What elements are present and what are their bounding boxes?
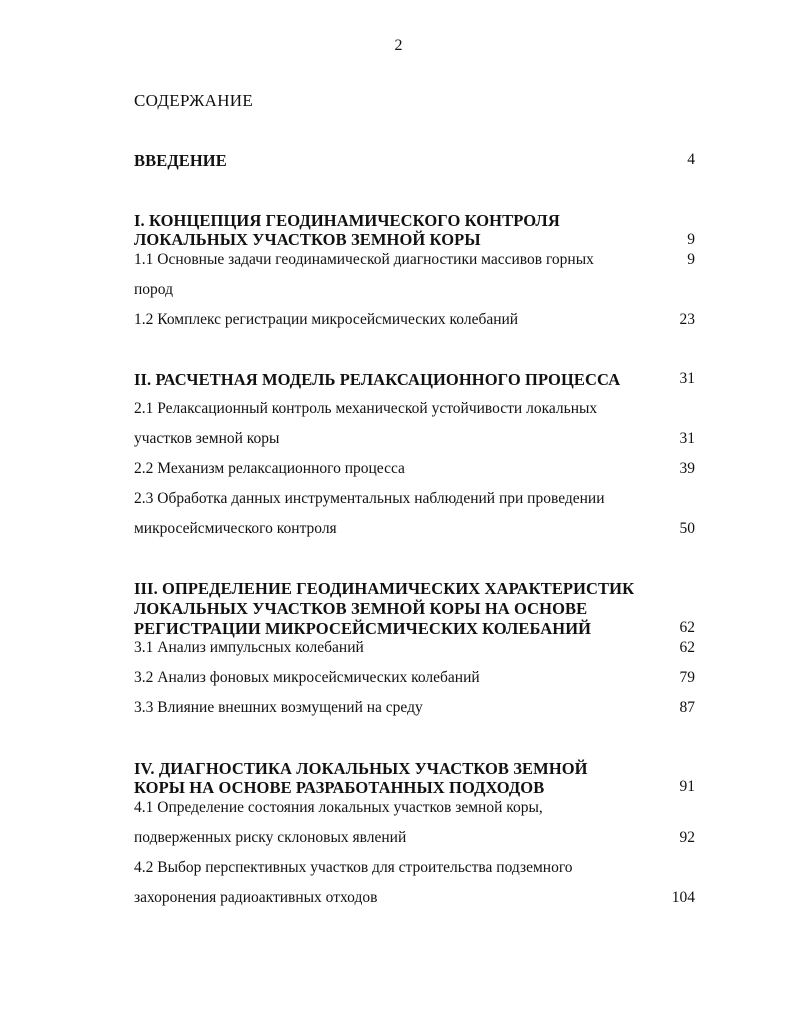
toc-ch1-page: 9 — [687, 231, 695, 248]
toc-ch2-s2-line1: 2.2 Механизм релаксационного процесса — [134, 460, 405, 477]
page-number: 2 — [394, 37, 403, 54]
toc-ch3-page: 62 — [679, 619, 695, 636]
toc-ch4-title-line1: IV. ДИАГНОСТИКА ЛОКАЛЬНЫХ УЧАСТКОВ ЗЕМНОЙ — [134, 759, 588, 778]
toc-ch1-s2-line1: 1.2 Комплекс регистрации микросейсмических колебаний — [134, 311, 519, 328]
toc-ch2-s3-page: 50 — [679, 520, 695, 537]
toc-ch4-s2-page: 104 — [671, 889, 695, 906]
toc-ch1-s1-line2: пород — [134, 281, 173, 298]
toc-ch3-s3-page: 87 — [679, 699, 695, 716]
toc-ch3-s3-line1: 3.3 Влияние внешних возмущений на среду — [134, 699, 423, 716]
toc-intro-page: 4 — [687, 151, 695, 168]
toc-ch2-s3-line2: микросейсмического контроля — [134, 520, 337, 537]
toc-ch3-s2-line1: 3.2 Анализ фоновых микросейсмических колебаний — [134, 669, 480, 686]
toc-heading: СОДЕРЖАНИЕ — [134, 91, 254, 110]
toc-ch1-s2-page: 23 — [679, 311, 695, 328]
toc-ch1-title-line2: ЛОКАЛЬНЫХ УЧАСТКОВ ЗЕМНОЙ КОРЫ — [134, 230, 481, 249]
toc-ch2-s1-page: 31 — [679, 430, 695, 447]
toc-ch2-s2-page: 39 — [679, 460, 695, 477]
toc-ch2-s1-line1: 2.1 Релаксационный контроль механической устойчивости локальных — [134, 400, 598, 417]
toc-ch4-s1-page: 92 — [679, 829, 695, 846]
toc-ch4-page: 91 — [679, 778, 695, 795]
toc-ch4-title-line2: КОРЫ НА ОСНОВЕ РАЗРАБОТАННЫХ ПОДХОДОВ — [134, 778, 545, 797]
toc-ch1-title-line1: I. КОНЦЕПЦИЯ ГЕОДИНАМИЧЕСКОГО КОНТРОЛЯ — [134, 211, 560, 230]
toc-ch2-page: 31 — [679, 370, 695, 387]
toc-ch1-s1-page: 9 — [687, 251, 695, 268]
toc-ch3-s2-page: 79 — [679, 669, 695, 686]
toc-intro-title: ВВЕДЕНИЕ — [134, 151, 227, 170]
toc-ch2-title-line1: II. РАСЧЕТНАЯ МОДЕЛЬ РЕЛАКСАЦИОННОГО ПРОЦЕССА — [134, 370, 621, 389]
toc-ch4-s2-line2: захоронения радиоактивных отходов — [134, 889, 378, 906]
toc-ch4-s2-line1: 4.2 Выбор перспективных участков для строительства подземного — [134, 859, 573, 876]
toc-ch4-s1-line1: 4.1 Определение состояния локальных участков земной коры, — [134, 799, 543, 816]
toc-ch2-s3-line1: 2.3 Обработка данных инструментальных наблюдений при проведении — [134, 490, 605, 507]
toc-ch3-title-line3: РЕГИСТРАЦИИ МИКРОСЕЙСМИЧЕСКИХ КОЛЕБАНИЙ — [134, 619, 592, 638]
toc-ch3-s1-line1: 3.1 Анализ импульсных колебаний — [134, 639, 364, 656]
toc-ch3-s1-page: 62 — [679, 639, 695, 656]
toc-ch1-s1-line1: 1.1 Основные задачи геодинамической диагностики массивов горных — [134, 251, 594, 268]
toc-ch2-s1-line2: участков земной коры — [134, 430, 280, 447]
toc-ch3-title-line1: III. ОПРЕДЕЛЕНИЕ ГЕОДИНАМИЧЕСКИХ ХАРАКТЕРИСТИК — [134, 579, 635, 598]
toc-ch3-title-line2: ЛОКАЛЬНЫХ УЧАСТКОВ ЗЕМНОЙ КОРЫ НА ОСНОВЕ — [134, 599, 588, 618]
toc-ch4-s1-line2: подверженных риску склоновых явлений — [134, 829, 407, 846]
